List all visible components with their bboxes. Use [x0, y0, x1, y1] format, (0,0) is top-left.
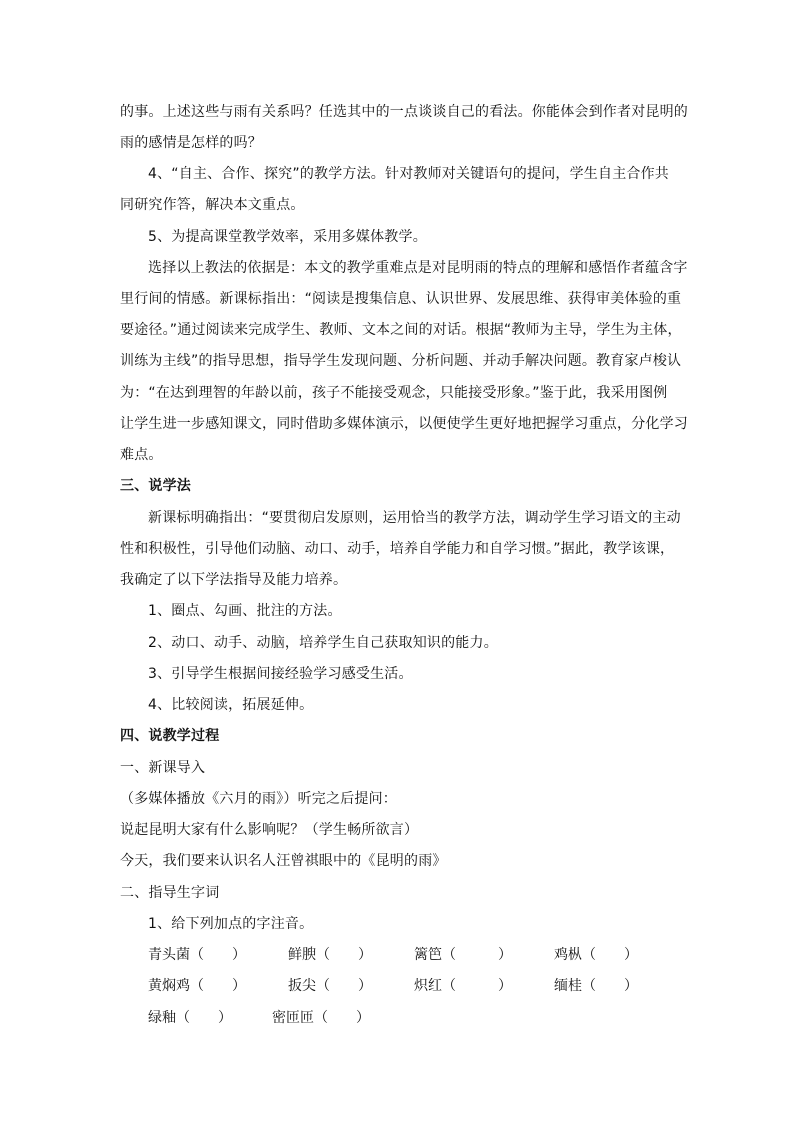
paragraph-line: 让学生进一步感知课文，同时借助多媒体演示，以便使学生更好地把握学习重点，分化学习	[120, 416, 688, 432]
paragraph-line: 新课标明确指出：“要贯彻启发原则，运用恰当的教学方法，调动学生学习语文的主动	[148, 510, 681, 526]
paragraph-line: 我确定了以下学法指导及能力培养。	[120, 572, 348, 588]
pinyin-item: 黄焖鸡（ ）	[148, 978, 246, 994]
pinyin-item: 鲜腴（ ）	[288, 947, 372, 963]
paragraph-line: 要途径。”通过阅读来完成学生、教师、文本之间的对话。根据“教师为主导，学生为主体，	[120, 322, 682, 338]
paragraph-line: 训练为主线”的指导思想，指导学生发现问题、分析问题、并动手解决问题。教育家卢梭认	[120, 353, 682, 369]
list-item: 1、圈点、勾画、批注的方法。	[148, 603, 342, 619]
paragraph-line: （多媒体播放《六月的雨》）听完之后提问：	[120, 791, 397, 807]
paragraph-line: 选择以上教法的依据是：本文的教学重难点是对昆明雨的特点的理解和感悟作者蕴含字	[148, 260, 688, 276]
section-heading-teaching-process: 四、说教学过程	[120, 728, 220, 744]
paragraph-line: 的事。上述这些与雨有关系吗？任选其中的一点谈谈自己的看法。你能体会到作者对昆明的	[120, 104, 688, 120]
paragraph-line: 说起昆明大家有什么影响呢？（学生畅所欲言）	[120, 822, 419, 838]
paragraph-line: 同研究作答，解决本文重点。	[120, 197, 305, 213]
list-item: 3、引导学生根据间接经验学习感受生活。	[148, 666, 413, 682]
paragraph-line: 性和积极性，引导他们动脑、动口、动手，培养自学能力和自学习惯。”据此，教学该课，	[120, 541, 675, 557]
paragraph-line: 雨的感情是怎样的吗？	[120, 135, 262, 151]
paragraph-line: 为：“在达到理智的年龄以前，孩子不能接受观念，只能接受形象。”鉴于此，我采用图例	[120, 385, 668, 401]
paragraph-line: 今天，我们要来认识名人汪曾祺眼中的《昆明的雨》	[120, 853, 447, 869]
pinyin-item: 青头菌（ ）	[148, 947, 246, 963]
pinyin-item: 篱笆（ ）	[414, 947, 512, 963]
method-item-4: 4、“自主、合作、探究”的教学方法。针对教师对关键语句的提问，学生自主合作共	[148, 166, 670, 182]
paragraph-line: 难点。	[120, 447, 163, 463]
exercise-instruction: 1、给下列加点的字注音。	[148, 916, 314, 932]
section-heading-study-method: 三、说学法	[120, 478, 191, 494]
pinyin-item: 缅桂（ ）	[554, 978, 638, 994]
pinyin-item: 炽红（ ）	[414, 978, 512, 994]
pinyin-item: 密匝匝（ ）	[272, 1010, 370, 1026]
list-item: 4、比较阅读，拓展延伸。	[148, 697, 314, 713]
subheading: 一、新课导入	[120, 760, 206, 776]
pinyin-item: 扳尖（ ）	[288, 978, 372, 994]
subheading: 二、指导生字词	[120, 885, 220, 901]
method-item-5: 5、为提高课堂教学效率，采用多媒体教学。	[148, 229, 427, 245]
list-item: 2、动口、动手、动脑，培养学生自己获取知识的能力。	[148, 635, 498, 651]
pinyin-item: 绿釉（ ）	[148, 1010, 232, 1026]
pinyin-item: 鸡枞（ ）	[554, 947, 638, 963]
paragraph-line: 里行间的情感。新课标指出：“阅读是搜集信息、认识世界、发展思维、获得审美体验的重	[120, 291, 682, 307]
